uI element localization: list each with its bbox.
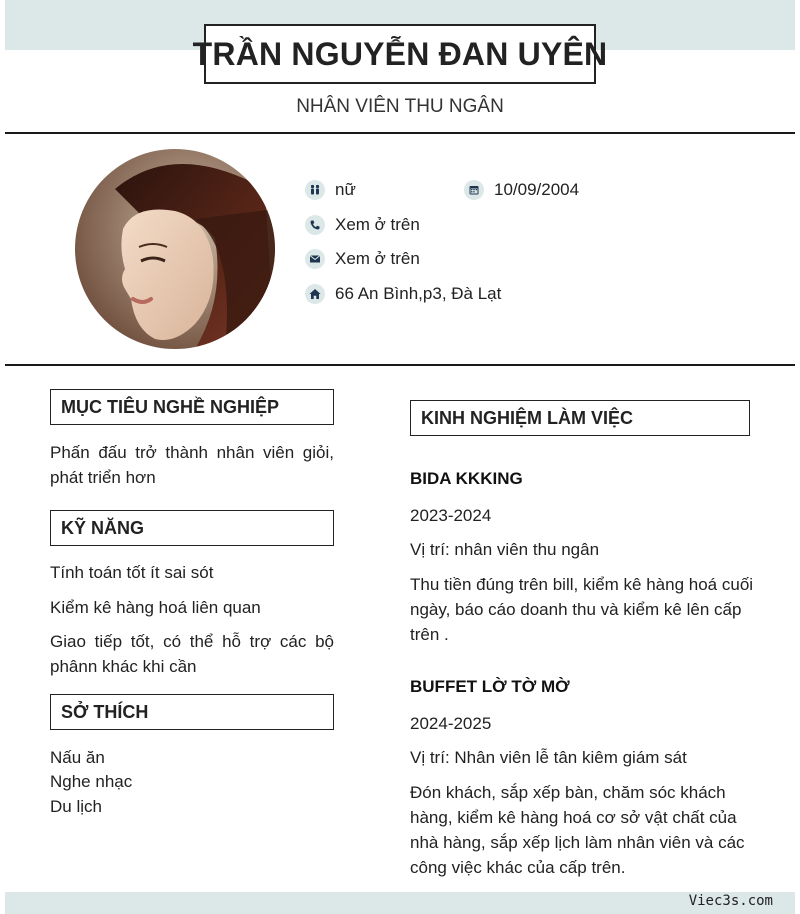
objective-heading: MỤC TIÊU NGHỀ NGHIỆP [61,396,280,417]
people-icon [305,180,325,200]
hobbies-heading-box [50,694,334,730]
skill-item: Kiểm kê hàng hoá liên quan [50,598,261,617]
address-row [305,284,501,304]
objective-heading-box [50,389,334,425]
hobby-item: Nghe nhạc [50,772,133,791]
hobbies-heading: SỞ THÍCH [61,701,149,722]
job-position: Vị trí: Nhân viên lễ tân kiêm giám sát [410,748,687,767]
experience-heading-box [410,400,750,436]
calendar-icon [464,180,484,200]
skills-heading: KỸ NĂNG [61,517,145,538]
skill-item: Tính toán tốt ít sai sót [50,563,214,582]
company-name: BUFFET LỜ TỜ MỜ [410,677,570,696]
phone-value: Xem ở trên [335,215,420,234]
avatar [75,149,275,349]
job-period: 2024-2025 [410,714,492,733]
job-position: Vị trí: nhân viên thu ngân [410,540,600,559]
footer-band [5,892,795,914]
email-value: Xem ở trên [335,249,420,268]
gender-row [305,180,356,200]
divider-middle [5,364,795,366]
birthdate-value: 10/09/2004 [494,180,580,199]
gender-value: nữ [335,180,356,199]
home-icon [305,284,325,304]
portrait-photo-icon [75,149,275,349]
experience-heading: KINH NGHIỆM LÀM VIỆC [421,407,634,428]
skill-item: Giao tiếp tốt, có thể hỗ trợ các bộ phânn khác khi cần [50,632,334,676]
birthdate-row [464,180,579,200]
divider-top [5,132,795,134]
company-name: BIDA KKKING [410,469,523,488]
job-title: NHÂN VIÊN THU NGÂN [296,96,504,117]
envelope-icon [305,249,325,269]
email-row [305,249,420,269]
phone-icon [305,215,325,235]
candidate-name: TRẦN NGUYỄN ĐAN UYÊN [192,35,608,72]
job-description: Thu tiền đúng trên bill, kiểm kê hàng hoá cuối ngày, báo cáo doanh thu và kiểm kê lên cấp trên . [410,575,754,644]
objective-text: Phấn đấu trở thành nhân viên giỏi, phát triển hơn [50,443,334,487]
job-period: 2023-2024 [410,506,492,525]
phone-row [305,215,420,235]
name-box [192,24,608,84]
job-description: Đón khách, sắp xếp bàn, chăm sóc khách hàng, kiểm kê hàng hoá cơ sở vật chất của nhà hàng, sắp xếp lịch làm nhân viên và các công việc khác của cấp trên. [410,783,745,877]
footer-brand[interactable]: Viec3s.com [688,893,773,909]
hobby-item: Du lịch [50,797,102,816]
hobby-item: Nấu ăn [50,748,105,767]
address-value: 66 An Bình,p3, Đà Lạt [335,284,502,303]
skills-heading-box [50,510,334,546]
